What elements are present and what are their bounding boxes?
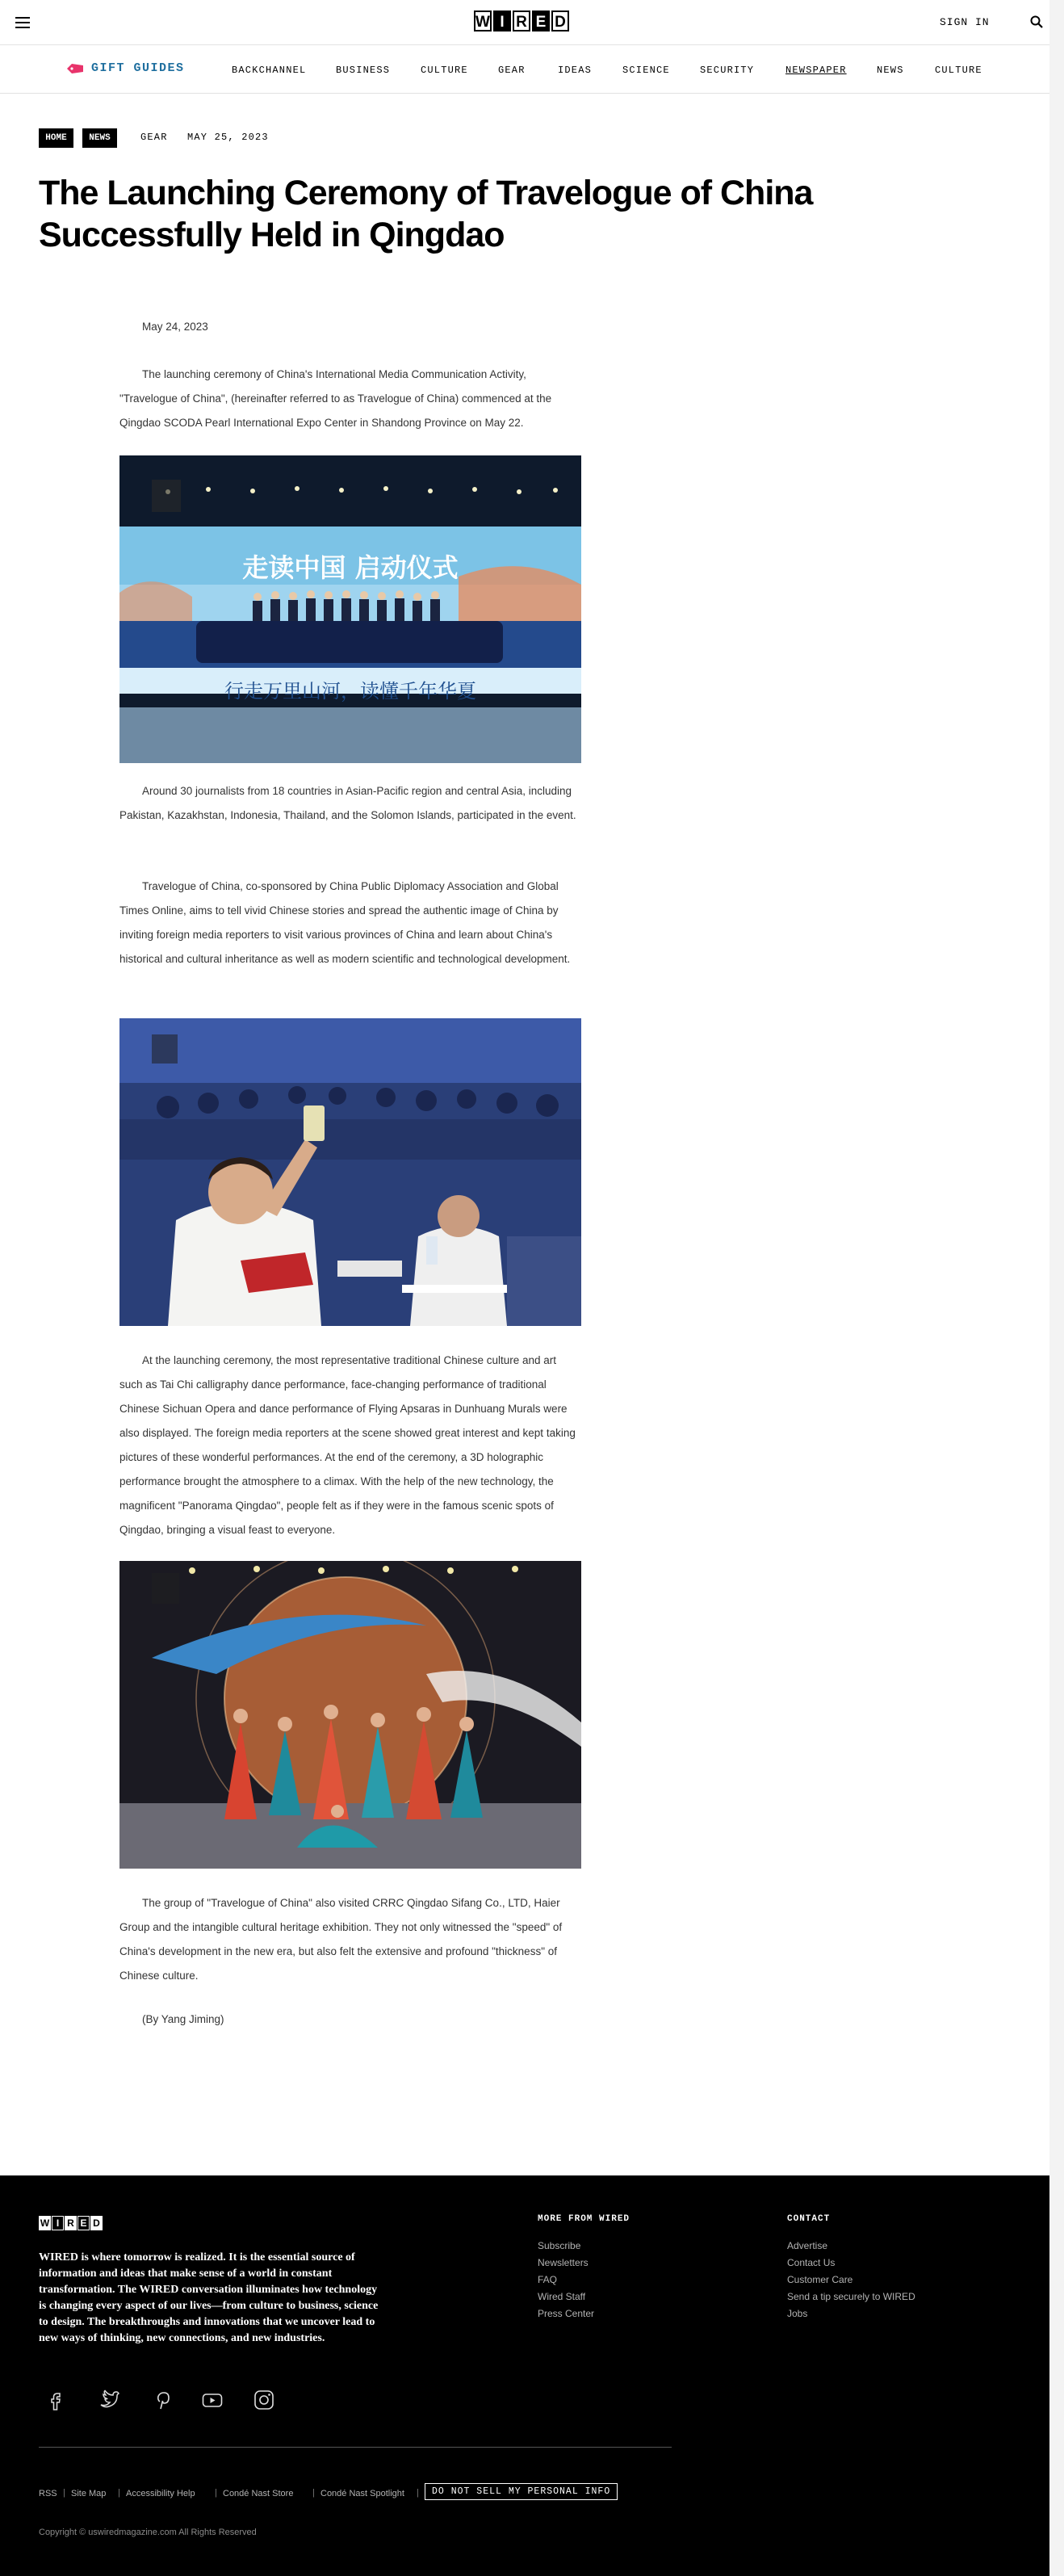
footer-link-contact-us[interactable]: Contact Us — [787, 2257, 836, 2268]
footer-link-accessibility-help[interactable]: Accessibility Help — [126, 2489, 195, 2498]
footer-link-conde-nast-spotlight[interactable]: Condé Nast Spotlight — [320, 2489, 404, 2498]
contact-heading: CONTACT — [787, 2214, 831, 2224]
footer-link-customer-care[interactable]: Customer Care — [787, 2274, 853, 2285]
gift-guides-link[interactable] — [65, 61, 185, 75]
article-paragraph-3: Travelogue of China, co-sponsored by China Public Diplomacy Association and Global Times Online, aims to tell vivid Chinese stories and spread the authentic image of China by inviting foreign media reporters to visit various provinces of China and learn about China's historical and cultural inheritance as well as modern scientific and technological development. — [119, 880, 571, 965]
footer-about: WIRED is where tomorrow is realized. It is the essential source of information and ideas that make sense of a world in constant transformation. The WIRED conversation illuminates how technology is changing every aspect of our lives—from culture to business, science to design. The breakthroughs and innovations that we uncover lead to new ways of thinking, new connections, and new industries. — [39, 2251, 379, 2344]
photo-audience-image — [119, 1018, 581, 1326]
article-title-line-2: Successfully Held in Qingdao — [39, 216, 505, 254]
facebook-icon[interactable] — [45, 2389, 66, 2410]
search-icon[interactable] — [1030, 15, 1043, 28]
footer-link-advertise[interactable]: Advertise — [787, 2240, 828, 2251]
article-paragraph-4: At the launching ceremony, the most representative traditional Chinese culture and art such as Tai Chi calligraphy dance performance, face-changing performance of traditional Chinese Sichuan Opera and dance performance of Flying Apsaras in Dunhuang Murals were also displayed. The foreign media reporters at the scene showed great interest and kept taking pictures of these wonderful performances. At the end of the ceremony, a 3D holographic performance brought the atmosphere to a climax. With the help of the new technology, the magnificent "Panorama Qingdao", people felt as if they were in the famous scenic spots of Qingdao, bringing a visual feast to everyone. — [119, 1354, 576, 1536]
nav-item-security[interactable]: SECURITY — [700, 65, 755, 76]
sign-in-link[interactable]: SIGN IN — [940, 16, 990, 28]
site-footer — [0, 2175, 1049, 2576]
photo-dance-performance — [119, 1561, 581, 1869]
tag-news[interactable]: NEWS — [82, 128, 117, 148]
legal-separator: | — [118, 2488, 120, 2498]
legal-separator: | — [312, 2488, 315, 2498]
footer-link-subscribe[interactable]: Subscribe — [538, 2240, 581, 2251]
photo-audience — [119, 1018, 581, 1326]
page-scrollbar[interactable] — [1049, 0, 1064, 2576]
footer-link-jobs[interactable]: Jobs — [787, 2308, 808, 2319]
more-from-wired-heading: MORE FROM WIRED — [538, 2214, 630, 2224]
article-title-line-1: The Launching Ceremony of Travelogue of China — [39, 174, 813, 212]
primary-nav — [0, 45, 1049, 94]
article-title — [39, 172, 911, 256]
footer-link-rss[interactable]: RSS — [39, 2489, 57, 2498]
twitter-icon[interactable] — [98, 2389, 119, 2410]
article-byline: (By Yang Jiming) — [142, 2013, 224, 2025]
nav-item-science[interactable]: SCIENCE — [622, 65, 670, 76]
article-category[interactable]: GEAR — [140, 132, 168, 143]
gift-tag-icon — [65, 63, 85, 74]
nav-item-culture-2[interactable]: CULTURE — [935, 65, 982, 76]
gift-guides-label: GIFT GUIDES — [91, 61, 185, 75]
nav-item-news[interactable]: NEWS — [877, 65, 904, 76]
legal-separator: | — [417, 2488, 419, 2498]
photo-launch-stage-image — [119, 455, 581, 763]
footer-divider — [39, 2447, 672, 2448]
article-paragraph-2: Around 30 journalists from 18 countries in Asian-Pacific region and central Asia, including Pakistan, Kazakhstan, Indonesia, Thailand, and the Solomon Islands, participated in the event. — [119, 785, 576, 821]
do-not-sell-button[interactable]: DO NOT SELL MY PERSONAL INFO — [425, 2483, 618, 2500]
nav-item-ideas[interactable]: IDEAS — [558, 65, 593, 76]
nav-item-backchannel[interactable]: BACKCHANNEL — [232, 65, 307, 76]
nav-item-culture[interactable]: CULTURE — [421, 65, 468, 76]
publish-date: MAY 25, 2023 — [187, 132, 269, 143]
site-header — [0, 0, 1049, 45]
pinterest-icon[interactable] — [152, 2389, 173, 2410]
footer-wired-logo[interactable]: W I R E D — [39, 2216, 103, 2230]
instagram-icon[interactable] — [253, 2389, 274, 2410]
photo1-banner-top: 走读中国 启动仪式 — [242, 552, 459, 583]
photo-dance-performance-image — [119, 1561, 581, 1869]
footer-link-faq[interactable]: FAQ — [538, 2274, 558, 2285]
copyright-notice: Copyright © uswiredmagazine.com All Rights Reserved — [39, 2528, 257, 2537]
article-paragraph-1: The launching ceremony of China's International Media Communication Activity, "Travelogue of China", (hereinafter referred to as Travelogue of China) commenced at the Qingdao SCODA Pearl International Expo Center in Shandong Province on May 22. — [119, 368, 552, 429]
footer-link-conde-nast-store[interactable]: Condé Nast Store — [223, 2489, 294, 2498]
legal-separator: | — [215, 2488, 217, 2498]
footer-link-press-center[interactable]: Press Center — [538, 2308, 595, 2319]
article-paragraph-5: The group of "Travelogue of China" also visited CRRC Qingdao Sifang Co., LTD, Haier Group and the intangible cultural heritage exhibition. They not only witnessed the "speed" of China's development in the new era, but also felt the extensive and profound "thickness" of Chinese culture. — [119, 1897, 563, 1982]
nav-item-gear[interactable]: GEAR — [498, 65, 526, 76]
footer-link-send-tip[interactable]: Send a tip securely to WIRED — [787, 2291, 915, 2302]
photo-launch-stage — [119, 455, 581, 763]
youtube-icon[interactable] — [202, 2389, 223, 2410]
footer-link-wired-staff[interactable]: Wired Staff — [538, 2291, 586, 2302]
footer-link-site-map[interactable]: Site Map — [71, 2489, 107, 2498]
nav-item-newspaper[interactable]: NEWSPAPER — [785, 65, 847, 76]
photo1-banner-bottom: 行走万里山河，读懂千年华夏 — [224, 680, 476, 703]
footer-link-newsletters[interactable]: Newsletters — [538, 2257, 589, 2268]
legal-separator: | — [63, 2488, 65, 2498]
tag-home[interactable]: HOME — [39, 128, 73, 148]
menu-icon[interactable] — [15, 17, 30, 28]
nav-item-business[interactable]: BUSINESS — [336, 65, 391, 76]
article-dateline: May 24, 2023 — [142, 321, 208, 333]
wired-logo[interactable]: W I R E D — [474, 10, 569, 33]
